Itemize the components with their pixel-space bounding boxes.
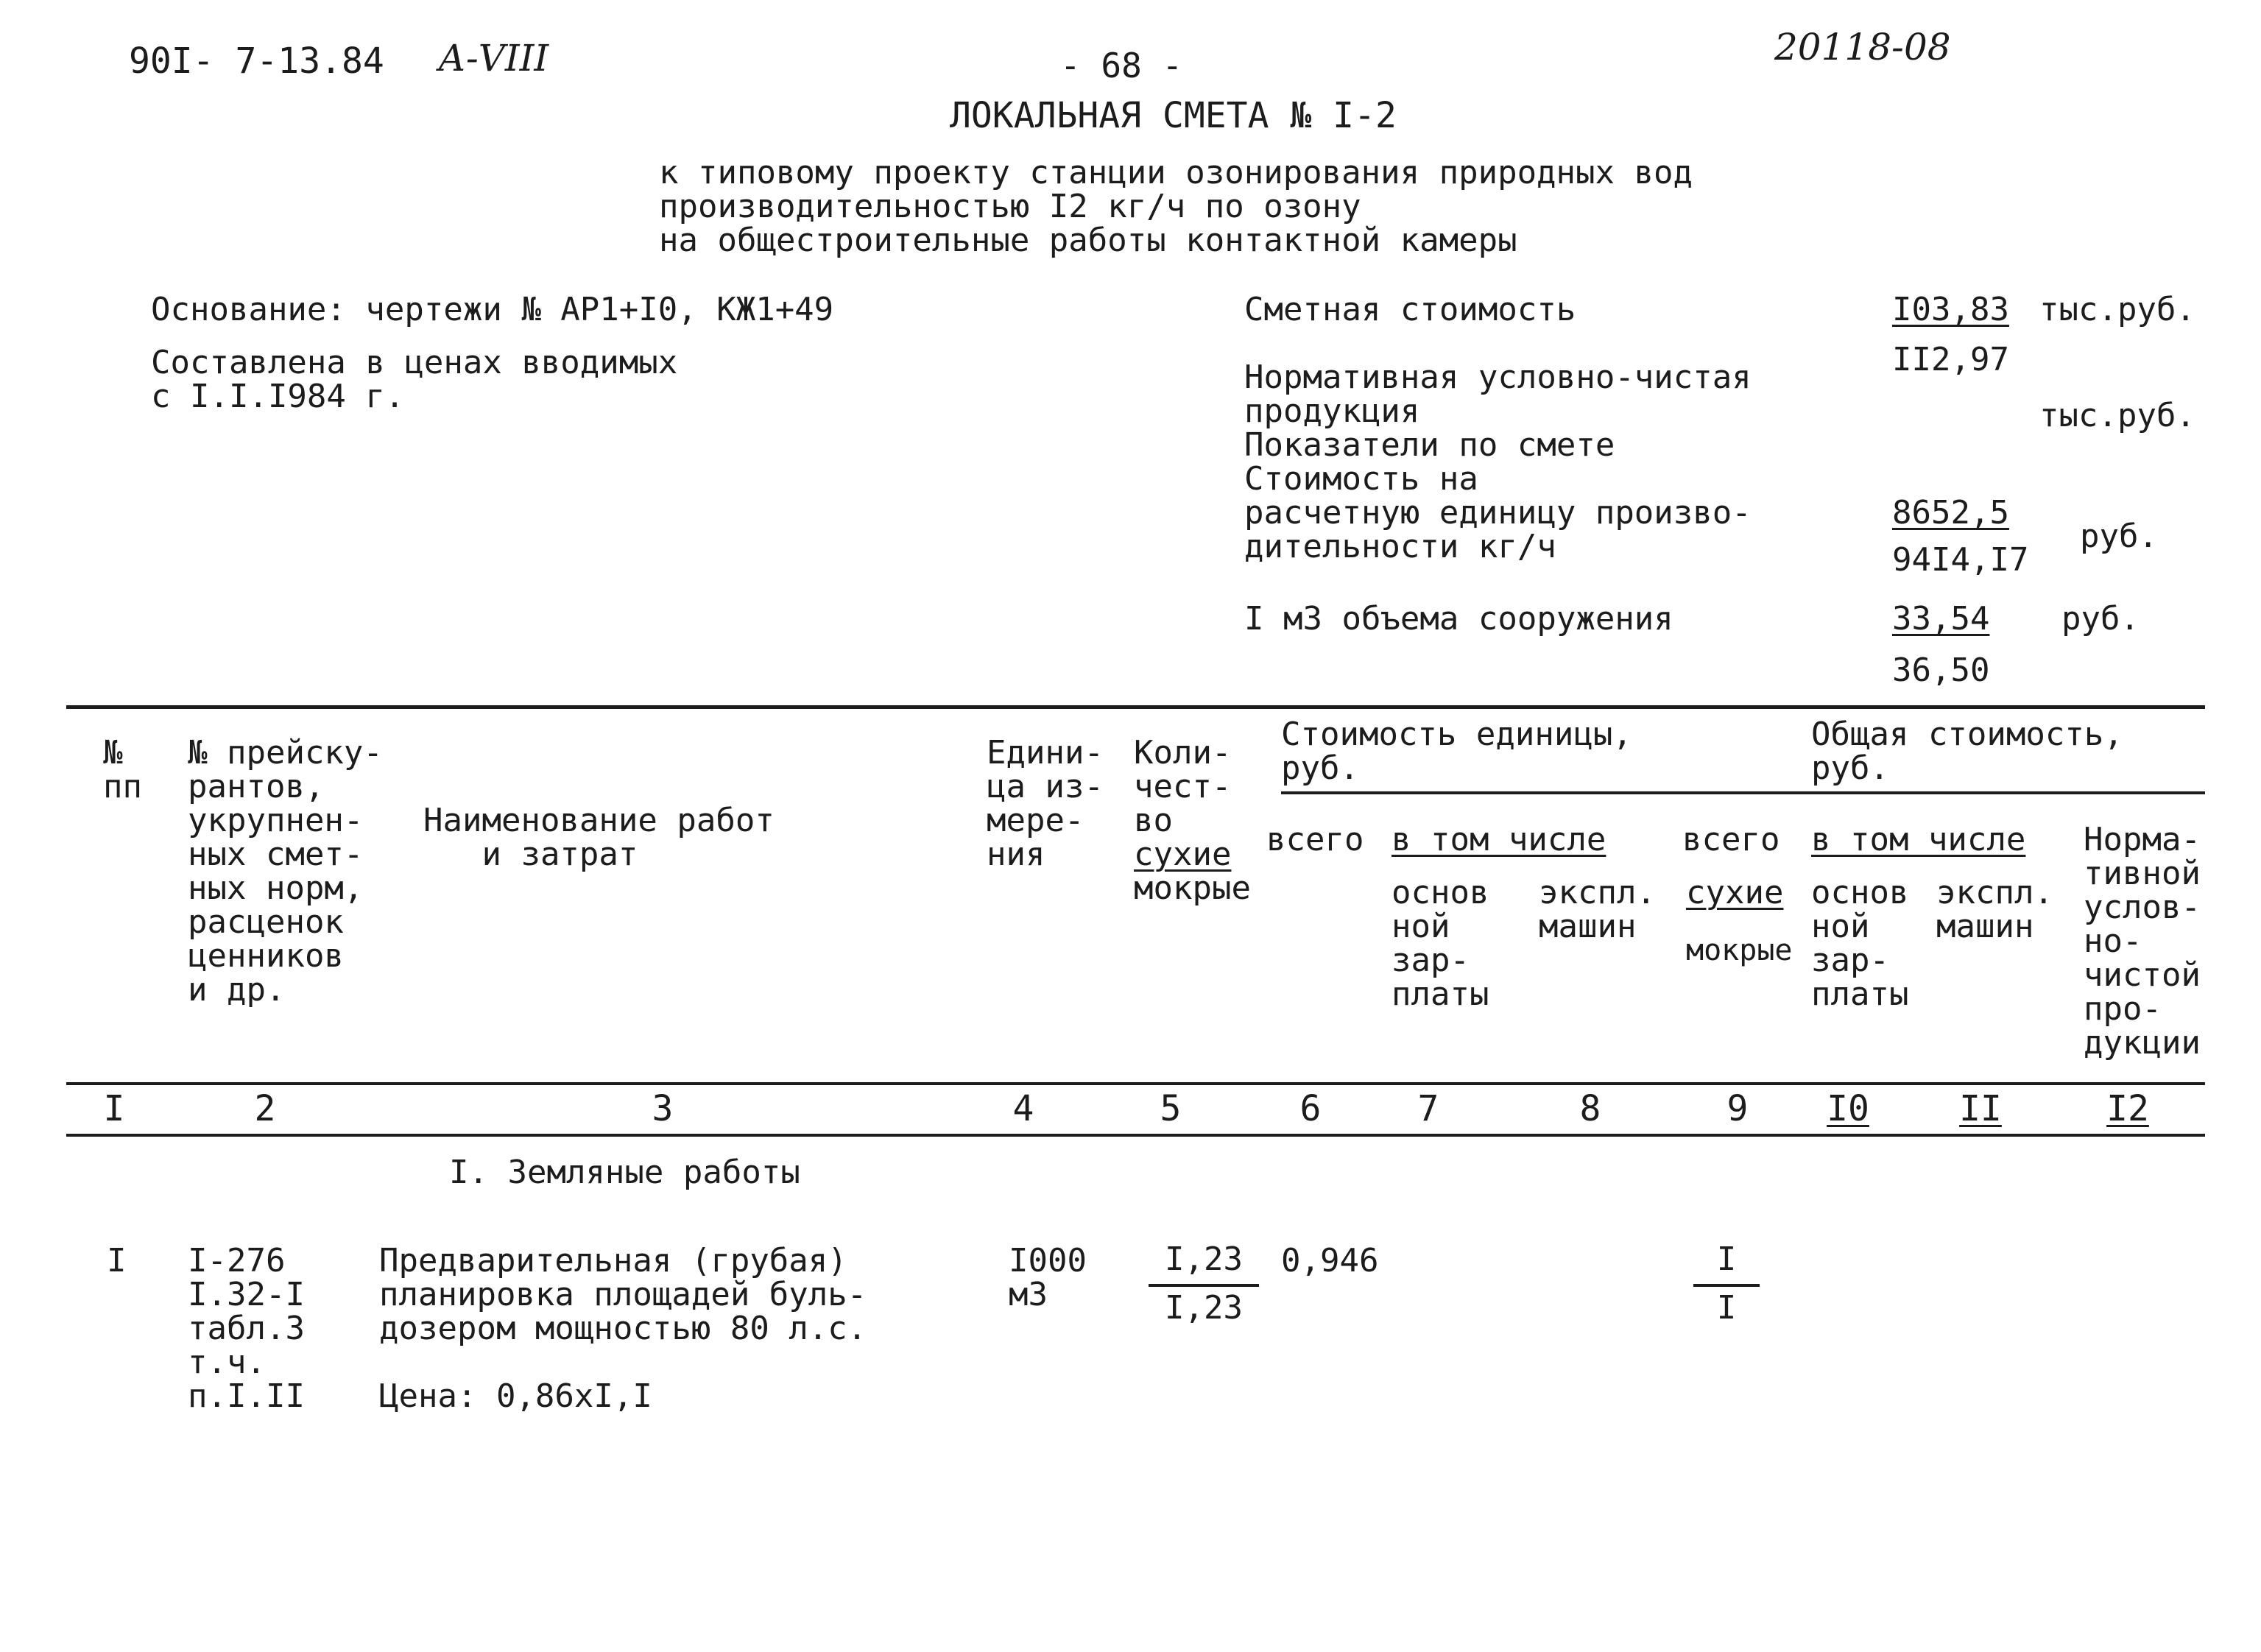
header-total-cost-total: всего <box>1682 821 1780 858</box>
row-quantity-dry: I,23 <box>1165 1240 1243 1278</box>
estimated-cost-unit: тыс.руб. <box>2039 291 2195 328</box>
estimated-cost-label: Сметная стоимость <box>1244 291 1576 328</box>
volume-cost-estimate: 33,54 <box>1892 600 1990 638</box>
unit-cost-label-3: дительности кг/ч <box>1244 528 1556 565</box>
inventory-number: 20118-08 <box>1774 26 1951 68</box>
document-title: ЛОКАЛЬНАЯ СМЕТА № I-2 <box>950 95 1397 136</box>
column-numbers-rule <box>66 1134 2205 1137</box>
row-unit: I000 м3 <box>1009 1242 1087 1313</box>
header-quantity: Коли- чест- во <box>1134 734 1232 839</box>
header-total-dry: сухие <box>1686 874 1784 911</box>
normative-product-unit: тыс.руб. <box>2039 397 2195 434</box>
header-quantity-wet: мокрые <box>1134 869 1251 907</box>
header-unit-cost-total: всего <box>1266 821 1364 858</box>
unit-cost-label-1: Стоимость на <box>1244 460 1478 498</box>
header-total-cost-base-pay: основ ной зар- платы <box>1811 874 1909 1013</box>
header-bottom-rule <box>66 1082 2205 1085</box>
basis-drawings: Основание: чертежи № АР1+I0, КЖ1+49 <box>151 291 834 328</box>
basis-prices-line-1: Составлена в ценах вводимых <box>151 344 678 381</box>
header-normative-product: Норма- тивной услов- но- чистой про- дукции <box>2084 821 2201 1062</box>
header-unit: Едини- ца из- мере- ния <box>987 734 1104 873</box>
normative-product-label-1: Нормативная условно-чистая <box>1244 359 1752 396</box>
unit-cost-label-2: расчетную единицу произво- <box>1244 494 1752 532</box>
basis-prices-line-2: с I.I.I984 г. <box>151 378 405 415</box>
header-work-name: Наименование работ и затрат <box>423 802 775 873</box>
row-unit-cost-total: 0,946 <box>1281 1242 1379 1279</box>
row-number: I <box>107 1242 127 1279</box>
document-code: 90I- 7-13.84 <box>129 40 384 82</box>
column-number: 2 <box>254 1088 276 1129</box>
normative-product-label-2: продукция <box>1244 392 1420 430</box>
unit-cost-estimate: 8652,5 <box>1892 494 2009 532</box>
header-quantity-dry: сухие <box>1134 836 1232 873</box>
header-unit-cost-group: Стоимость единицы, руб. <box>1281 716 1632 787</box>
volume-cost-label: I м3 объема сооружения <box>1244 600 1673 638</box>
header-total-cost-including: в том числе <box>1811 821 2026 858</box>
header-price-reference: № прейску- рантов, укрупнен- ных смет- ных норм, расценок ценников и др. <box>188 734 383 1009</box>
row-total-wet: I <box>1716 1289 1737 1327</box>
subtitle-line-3: на общестроительные работы контактной камеры <box>659 222 1517 259</box>
column-number: I <box>103 1088 125 1129</box>
column-number: 6 <box>1299 1088 1322 1129</box>
row-work-name: Предварительная (грубая) планировка площадей буль- дозером мощностью 80 л.с. <box>379 1242 867 1347</box>
volume-cost-normative: 36,50 <box>1892 652 1990 689</box>
subtitle-line-2: производительностью I2 кг/ч по озону <box>659 188 1361 225</box>
header-unit-cost-including: в том числе <box>1391 821 1606 858</box>
normative-product-value: II2,97 <box>1892 341 2009 378</box>
subtitle-line-1: к типовому проекту станции озонирования природных вод <box>659 154 1693 191</box>
column-number: 8 <box>1579 1088 1601 1129</box>
volume-cost-unit: руб. <box>2061 600 2140 638</box>
total-cost-group-rule <box>1811 791 2205 794</box>
indicators-label: Показатели по смете <box>1244 426 1615 464</box>
row-price-reference: I-276 I.32-I табл.3 т.ч. п.I.II <box>188 1242 305 1415</box>
column-number: I2 <box>2106 1088 2149 1129</box>
column-number: II <box>1959 1088 2002 1129</box>
column-number: 7 <box>1417 1088 1439 1129</box>
column-number: 4 <box>1012 1088 1034 1129</box>
unit-cost-unit: руб. <box>2080 518 2158 555</box>
header-total-cost-machines: экспл. машин <box>1936 874 2053 945</box>
header-row-number: № пп <box>103 734 142 805</box>
row-price-formula: Цена: 0,86xI,I <box>379 1377 652 1415</box>
table-top-rule <box>66 705 2205 709</box>
row-total-dry: I <box>1716 1240 1737 1278</box>
header-unit-cost-base-pay: основ ной зар- платы <box>1391 874 1489 1013</box>
column-number: 3 <box>652 1088 674 1129</box>
header-unit-cost-machines: экспл. машин <box>1539 874 1656 945</box>
album-mark: А-VIII <box>438 37 549 80</box>
column-number: I0 <box>1827 1088 1869 1129</box>
column-number: 9 <box>1726 1088 1749 1129</box>
estimated-cost-value: I03,83 <box>1892 291 2009 328</box>
page-number: - 68 - <box>1060 46 1183 85</box>
unit-cost-group-rule <box>1281 791 1815 794</box>
section-title: I. Земляные работы <box>449 1154 800 1191</box>
column-number: 5 <box>1160 1088 1182 1129</box>
unit-cost-normative: 94I4,I7 <box>1892 541 2029 579</box>
row-quantity-fraction-bar <box>1149 1284 1259 1287</box>
row-quantity-wet: I,23 <box>1165 1289 1243 1327</box>
row-total-fraction-bar <box>1693 1284 1760 1287</box>
header-total-cost-group: Общая стоимость, руб. <box>1811 716 2123 787</box>
header-total-wet: мокрые <box>1686 933 1793 967</box>
